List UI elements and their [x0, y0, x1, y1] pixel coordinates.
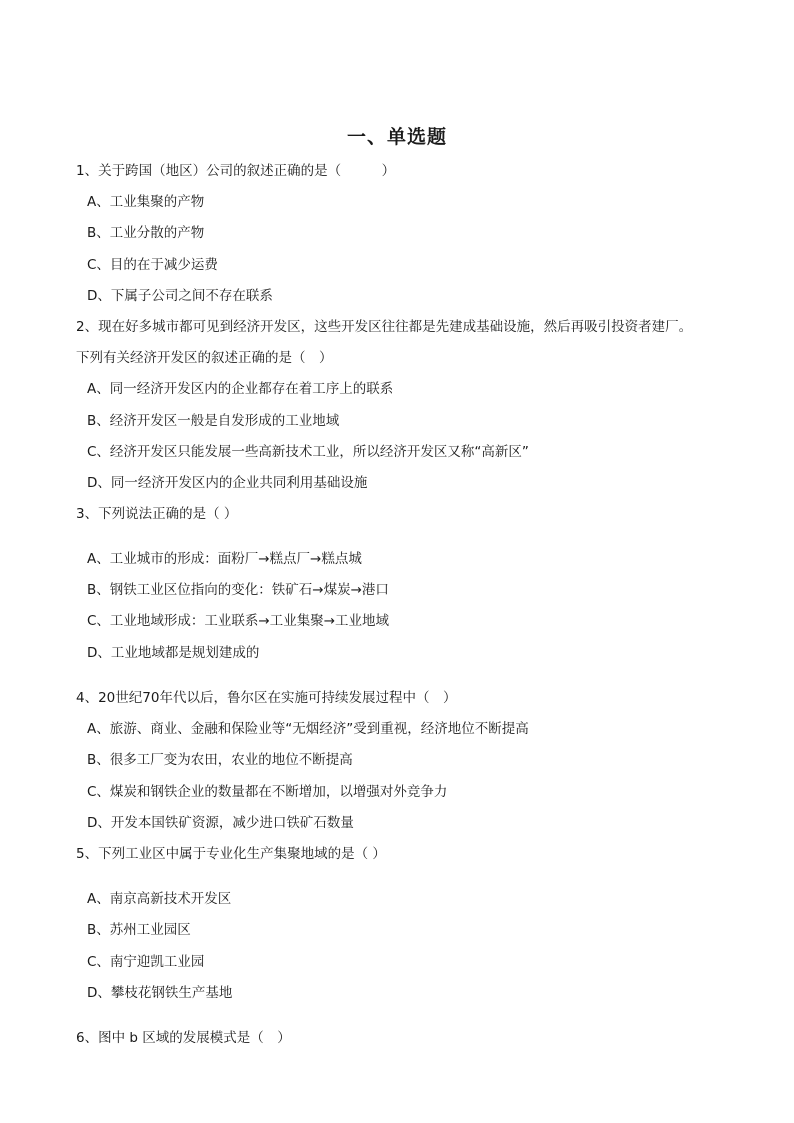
question-5-stem: 5、下列工业区中属于专业化生产集聚地域的是（ ）: [76, 846, 386, 862]
question-1-option-d: D、下属子公司之间不存在联系: [87, 288, 273, 304]
question-2-option-c: C、经济开发区只能发展一些高新技术工业，所以经济开发区又称“高新区”: [87, 444, 529, 460]
question-2-option-a: A、同一经济开发区内的企业都存在着工序上的联系: [87, 381, 394, 397]
question-2-stem-continued: 下列有关经济开发区的叙述正确的是（ ）: [76, 350, 333, 366]
question-4-option-b: B、很多工厂变为农田，农业的地位不断提高: [87, 752, 353, 768]
question-2-option-b: B、经济开发区一般是自发形成的工业地域: [87, 413, 340, 429]
question-4-option-c: C、煤炭和钢铁企业的数量都在不断增加，以增强对外竞争力: [87, 784, 448, 800]
question-1-option-c: C、目的在于减少运费: [87, 257, 218, 273]
question-2-stem: 2、现在好多城市都可见到经济开发区，这些开发区往往都是先建成基础设施，然后再吸引投资者建厂。: [76, 319, 693, 335]
question-5-option-a: A、南京高新技术开发区: [87, 891, 232, 907]
question-4-option-a: A、旅游、商业、金融和保险业等“无烟经济”受到重视，经济地位不断提高: [87, 721, 529, 737]
question-1-option-b: B、工业分散的产物: [87, 225, 205, 241]
question-2-option-d: D、同一经济开发区内的企业共同利用基础设施: [87, 475, 368, 491]
question-3-option-d: D、工业地域都是规划建成的: [87, 645, 260, 661]
question-3-option-b: B、钢铁工业区位指向的变化：铁矿石→煤炭→港口: [87, 582, 389, 598]
question-1-stem: 1、关于跨国（地区）公司的叙述正确的是（ ）: [76, 163, 396, 179]
question-6-stem: 6、图中 b 区域的发展模式是（ ）: [76, 1030, 291, 1046]
question-3-option-c: C、工业地域形成：工业联系→工业集聚→工业地域: [87, 613, 390, 629]
question-5-option-d: D、攀枝花钢铁生产基地: [87, 985, 233, 1001]
question-3-option-a: A、工业城市的形成：面粉厂→糕点厂→糕点城: [87, 551, 362, 567]
question-1-option-a: A、工业集聚的产物: [87, 194, 205, 210]
question-4-stem: 4、20世纪70年代以后，鲁尔区在实施可持续发展过程中（ ）: [76, 690, 457, 706]
question-4-option-d: D、开发本国铁矿资源，减少进口铁矿石数量: [87, 815, 354, 831]
question-5-option-b: B、苏州工业园区: [87, 922, 191, 938]
question-3-stem: 3、下列说法正确的是（ ）: [76, 506, 238, 522]
section-title: 一、单选题: [346, 126, 447, 148]
question-5-option-c: C、南宁迎凯工业园: [87, 954, 205, 970]
